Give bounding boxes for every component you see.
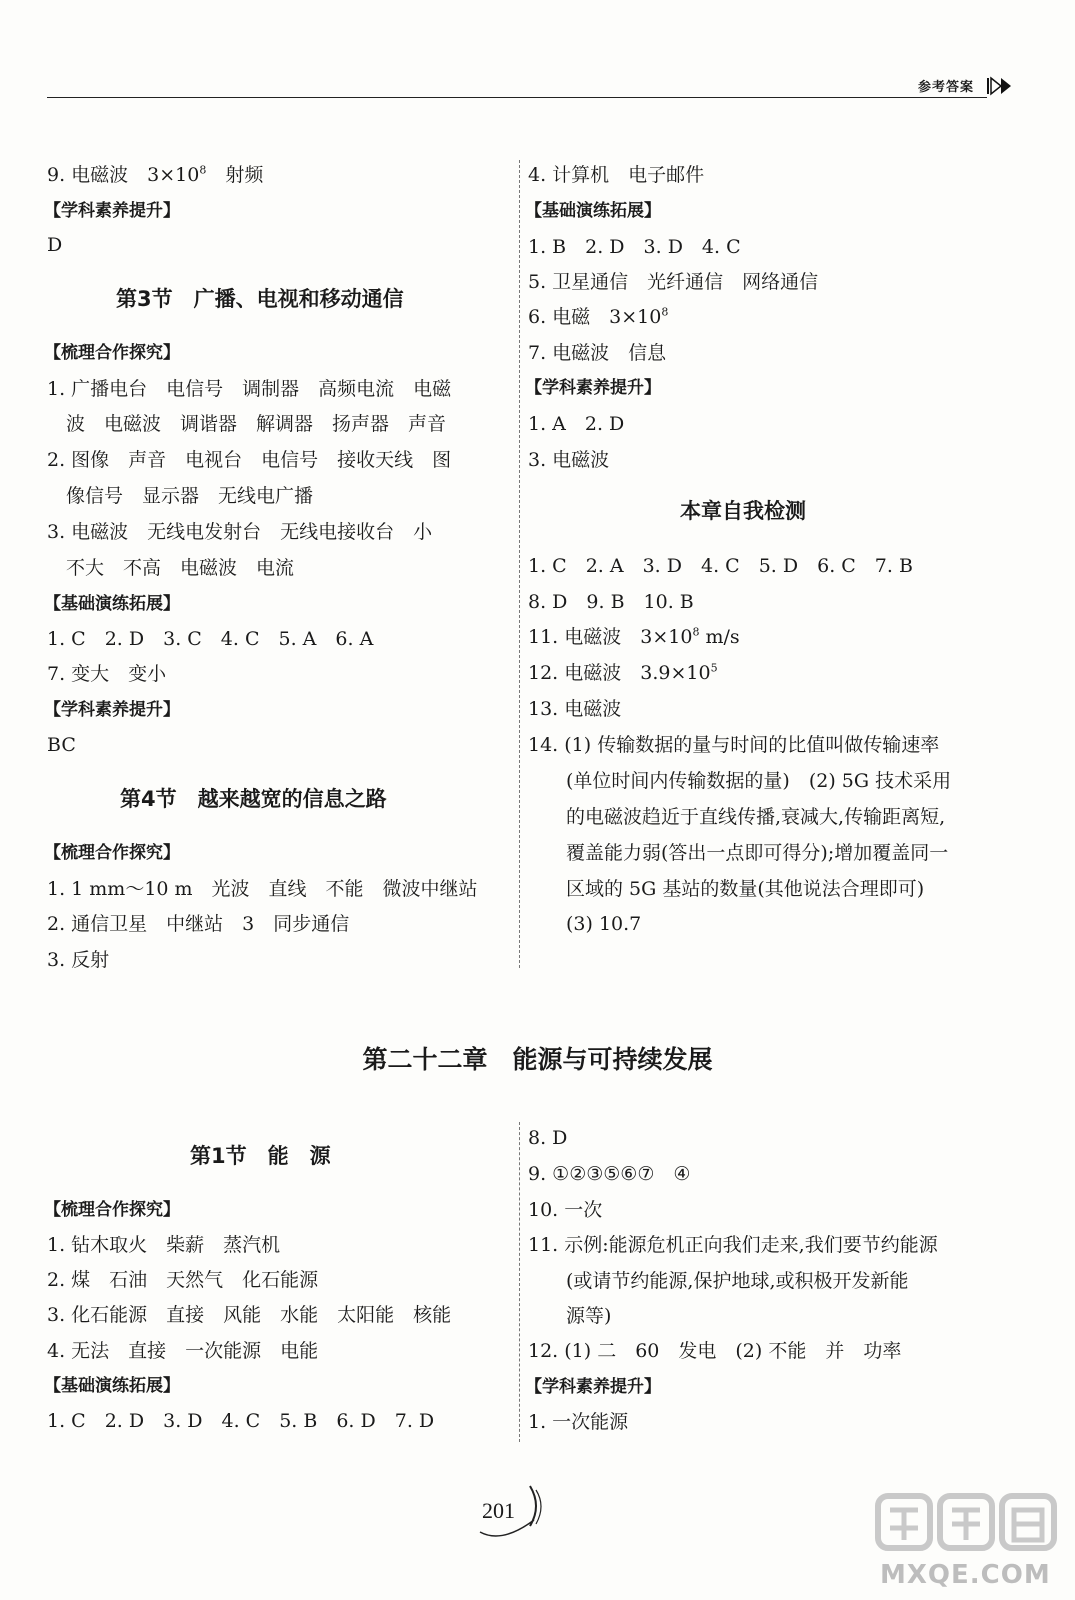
section-tag: 【学科素养提升】 <box>525 1377 661 1397</box>
answer-line: 1. 广播电台 电信号 调制器 高频电流 电磁 <box>47 378 452 400</box>
header-rule <box>47 97 987 98</box>
section-tag: 【学科素养提升】 <box>525 378 661 398</box>
answer-line: 9. ①②③⑤⑥⑦ ④ <box>528 1163 691 1185</box>
answer-line: 3. 电磁波 无线电发射台 无线电接收台 小 <box>47 521 433 543</box>
answer-line: 1. C 2. D 3. C 4. C 5. A 6. A <box>47 628 374 650</box>
section-tag: 【梳理合作探究】 <box>44 843 180 863</box>
answer-line: 14. (1) 传输数据的量与时间的比值叫做传输速率 <box>528 734 940 756</box>
answer-line: 1. 1 mm～10 m 光波 直线 不能 微波中继站 <box>47 878 478 900</box>
chapter-title: 第二十二章 能源与可持续发展 <box>362 1045 713 1074</box>
answer-line: 6. 电磁 $3\times 10^8$ <box>528 305 669 328</box>
column-divider-lower <box>519 1122 520 1442</box>
answer-line: 7. 变大 变小 <box>47 663 167 685</box>
section-tag: 【基础演练拓展】 <box>525 201 661 221</box>
answer-line: 11. 电磁波 $3\times 10^8$ m/s <box>528 625 740 648</box>
answer-line: (或请节约能源,保护地球,或积极开发新能 <box>528 1270 909 1292</box>
section-tag: 【基础演练拓展】 <box>44 594 180 614</box>
answer-line: (3) 10.7 <box>528 913 642 935</box>
answer-line: 10. 一次 <box>528 1199 603 1221</box>
section-tag: 【学科素养提升】 <box>44 201 180 221</box>
answer-line: 11. 示例:能源危机正向我们走来,我们要节约能源 <box>528 1234 938 1256</box>
answer-line: 1. 一次能源 <box>528 1411 629 1433</box>
section-title: 第3节 广播、电视和移动通信 <box>116 287 404 311</box>
section-tag: 【梳理合作探究】 <box>44 1200 180 1220</box>
answer-line: 3. 反射 <box>47 949 110 971</box>
answer-line: 3. 电磁波 <box>528 449 610 471</box>
answer-line: 8. D 9. B 10. B <box>528 591 694 613</box>
answer-line: 1. 钻木取火 柴薪 蒸汽机 <box>47 1234 281 1256</box>
answer-line: 7. 电磁波 信息 <box>528 342 667 364</box>
answer-line: 2. 图像 声音 电视台 电信号 接收天线 图 <box>47 449 452 471</box>
column-divider-upper <box>519 160 520 968</box>
answer-line: (单位时间内传输数据的量) (2) 5G 技术采用 <box>528 770 952 792</box>
answer-line: 3. 化石能源 直接 风能 水能 太阳能 核能 <box>47 1304 452 1326</box>
section-tag: 【梳理合作探究】 <box>44 343 180 363</box>
answer-line: 9. 电磁波 $3\times 10^8$ 射频 <box>47 163 264 186</box>
answer-line: 区域的 5G 基站的数量(其他说法合理即可) <box>528 878 925 900</box>
answer-line: D <box>47 234 63 256</box>
answer-line: 2. 煤 石油 天然气 化石能源 <box>47 1269 319 1291</box>
answer-line: 1. A 2. D <box>528 413 625 435</box>
answer-line: 4. 无法 直接 一次能源 电能 <box>47 1340 319 1362</box>
watermark-text: MXQE.COM <box>880 1560 1051 1590</box>
answer-line: 2. 通信卫星 中继站 3 同步通信 <box>47 913 350 935</box>
page-number: 201 <box>482 1498 515 1523</box>
answer-line: 1. C 2. D 3. D 4. C 5. B 6. D 7. D <box>47 1410 435 1432</box>
double-arrow-icon <box>987 76 1021 96</box>
answer-line: 5. 卫星通信 光纤通信 网络通信 <box>528 271 819 293</box>
answer-line: 的电磁波趋近于直线传播,衰减大,传输距离短, <box>528 806 946 828</box>
header-label: 参考答案 <box>918 80 975 95</box>
answer-line: 覆盖能力弱(答出一点即可得分);增加覆盖同一 <box>528 842 949 864</box>
answer-line: 不大 不高 电磁波 电流 <box>47 557 295 579</box>
answer-line: 像信号 显示器 无线电广播 <box>47 485 314 507</box>
section-title: 第4节 越来越宽的信息之路 <box>120 787 387 811</box>
answer-line: 1. C 2. A 3. D 4. C 5. D 6. C 7. B <box>528 555 913 577</box>
section-tag: 【基础演练拓展】 <box>44 1376 180 1396</box>
answer-line: 1. B 2. D 3. D 4. C <box>528 236 741 258</box>
answer-line: BC <box>47 734 76 756</box>
answer-line: 4. 计算机 电子邮件 <box>528 164 705 186</box>
answer-line: 13. 电磁波 <box>528 698 622 720</box>
answer-line: 源等) <box>528 1305 612 1327</box>
answer-line: 波 电磁波 调谐器 解调器 扬声器 声音 <box>47 413 447 435</box>
section-title: 第1节 能 源 <box>190 1144 331 1168</box>
answer-line: 8. D <box>528 1127 568 1149</box>
section-tag: 【学科素养提升】 <box>44 700 180 720</box>
answer-line: 12. 电磁波 $3.9\times 10^5$ <box>528 661 718 684</box>
answer-line: 12. (1) 二 60 发电 (2) 不能 并 功率 <box>528 1340 902 1362</box>
section-title: 本章自我检测 <box>680 499 806 523</box>
